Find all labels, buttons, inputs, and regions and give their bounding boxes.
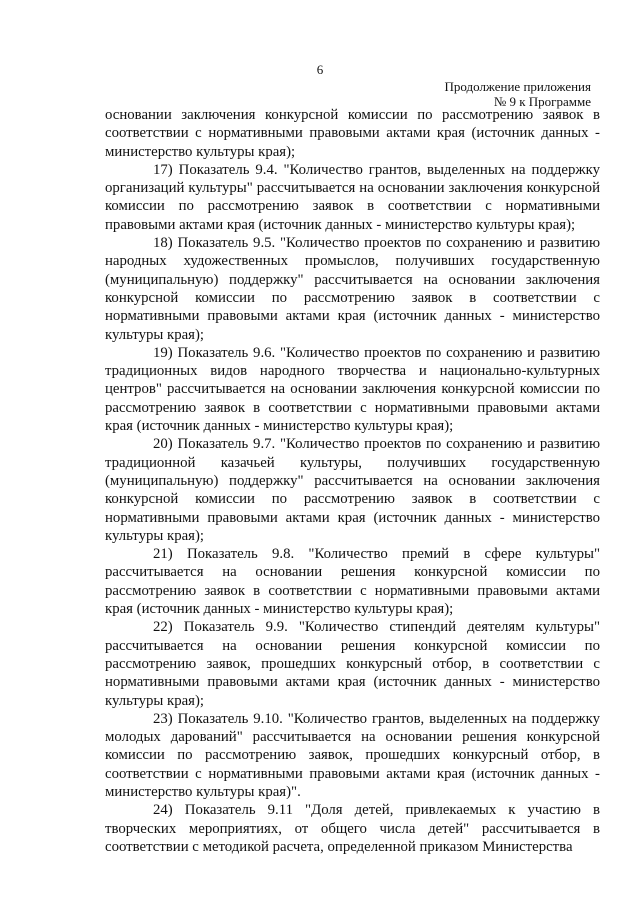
appendix-note	[444, 79, 591, 109]
paragraph-indicator-18: 18) Показатель 9.5. "Количество проектов по сохранению и развитию народных художественных промыслов, получивших государственную (муниципальную) поддержку" рассчитывается на основании заключения конкурсной комиссии по рассмотрению заявок в соответствии с нормативными правовыми актами края (источник данных - министерство культуры края);	[105, 235, 600, 343]
appendix-note-line-2: № 9 к Программе	[493, 94, 591, 109]
paragraph-continuation: основании заключения конкурсной комиссии по рассмотрению заявок в соответствии с нормативными правовыми актами края (источник данных - министерство культуры края);	[105, 107, 600, 160]
appendix-note-line-1: Продолжение приложения	[444, 79, 591, 94]
paragraph-indicator-23: 23) Показатель 9.10. "Количество грантов, выделенных на поддержку молодых дарований" рассчитывается на основании решения конкурсной комиссии по рассмотрению заявок, прошедших конкурсный отбор, в соответствии с нормативными правовыми актами края (источник данных - министерство культуры края)".	[105, 710, 600, 800]
paragraph-indicator-22: 22) Показатель 9.9. "Количество стипендий деятелям культуры" рассчитывается на основании решения конкурсной комиссии по рассмотрению заявок, прошедших конкурсный отбор, в соответствии с нормативными правовыми актами края (источник данных - министерство культуры края);	[105, 619, 600, 709]
paragraph-indicator-24: 24) Показатель 9.11 "Доля детей, привлекаемых к участию в творческих мероприятиях, от общего числа детей" рассчитывается в соответствии с методикой расчета, определенной приказом Министерства	[105, 802, 600, 855]
paragraph-indicator-20: 20) Показатель 9.7. "Количество проектов по сохранению и развитию традиционной казачьей культуры, получивших государственную (муниципальную) поддержку" рассчитывается на основании заключения конкурсной комиссии по рассмотрению заявок в соответствии с нормативными правовыми актами края (источник данных - министерство культуры края);	[105, 436, 600, 544]
paragraph-indicator-19: 19) Показатель 9.6. "Количество проектов по сохранению и развитию традиционных видов народного творчества и национально-культурных центров" рассчитывается на основании заключения конкурсной комиссии по рассмотрению заявок в соответствии с нормативными правовыми актами края (источник данных - министерство культуры края);	[105, 344, 600, 435]
paragraph-indicator-17: 17) Показатель 9.4. "Количество грантов, выделенных на поддержку организаций культуры" рассчитывается на основании заключения конкурсной комиссии по рассмотрению заявок в соответствии с нормативными правовыми актами края (источник данных - министерство культуры края);	[105, 161, 600, 233]
page-number: 6	[316, 62, 324, 77]
paragraph-indicator-21: 21) Показатель 9.8. "Количество премий в сфере культуры" рассчитывается на основании решения конкурсной комиссии по рассмотрению заявок в соответствии с нормативными правовыми актами края (источник данных - министерство культуры края);	[105, 546, 600, 618]
body-text	[105, 106, 600, 856]
